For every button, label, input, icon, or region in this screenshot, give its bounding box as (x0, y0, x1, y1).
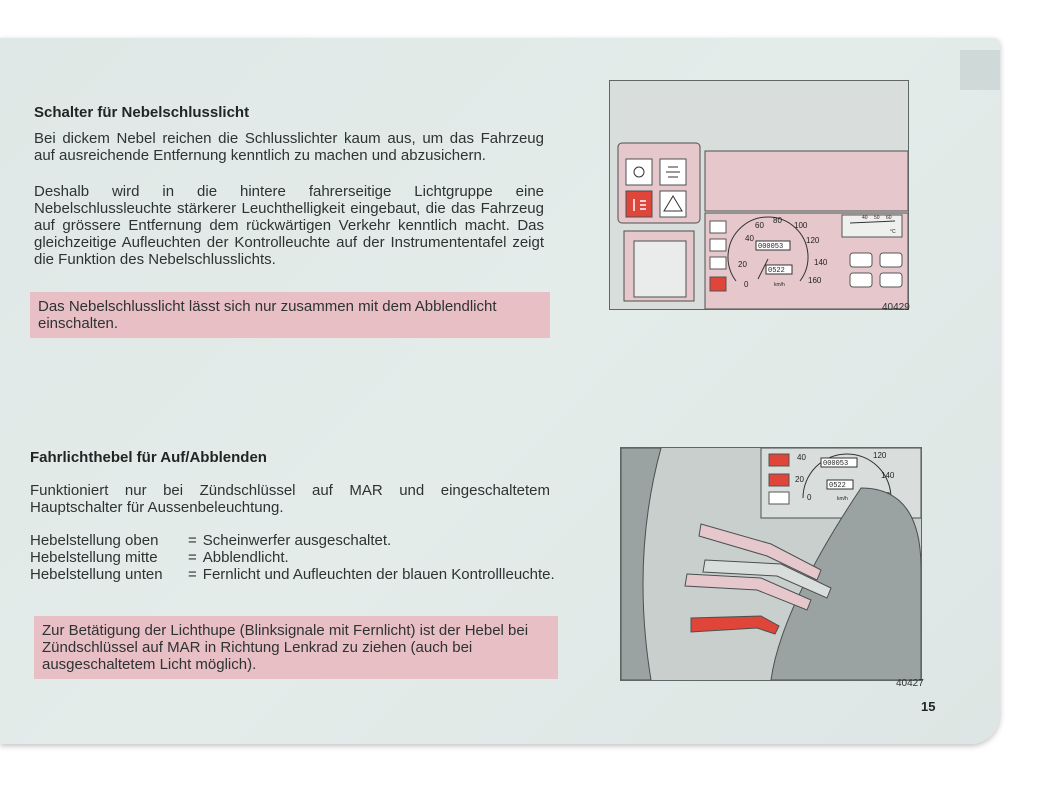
speed-label-0: 0 (744, 280, 749, 289)
trip-display: 0522 (768, 267, 785, 275)
lever-positions-table (30, 532, 555, 583)
section-heading-fog-light: Schalter für Nebelschlusslicht (34, 104, 250, 121)
speed-label-100: 100 (794, 221, 808, 230)
light-switch-icon (626, 159, 652, 185)
lever-position-label: Hebelstellung oben (30, 532, 159, 549)
figure-number-2: 40427 (896, 678, 924, 689)
speed-label-0: 0 (807, 493, 812, 502)
fog-light-switch-icon (626, 191, 652, 217)
lever-position-label: Hebelstellung unten (30, 566, 163, 583)
temp-label-40: 40 (862, 215, 868, 221)
indicator-lamp-icon (769, 454, 789, 466)
speed-unit: km/h (774, 282, 785, 288)
fog-warning-lamp-icon (710, 277, 726, 291)
lever-position-row (30, 566, 555, 583)
speed-label-40: 40 (797, 453, 806, 462)
note-fog-light: Das Nebelschlusslicht lässt sich nur zusammen mit dem Abblendlicht einschalten. (30, 292, 550, 338)
paragraph-fog-intro: Bei dickem Nebel reichen die Schlusslichter kaum aus, um das Fahrzeug auf ausreichende Entfernung kenntlich zu machen und abzusichern. (34, 130, 544, 164)
figure-dashboard-switches (609, 80, 909, 310)
speed-label-40: 40 (745, 234, 754, 243)
note-headlight-flash: Zur Betätigung der Lichthupe (Blinksignale mit Fernlicht) ist der Hebel bei Zündschlüssel auf MAR in Richtung Lenkrad zu ziehen (auch bei ausgeschaltetem Licht möglich). (34, 616, 558, 679)
section-heading-headlight-lever: Fahrlichthebel für Auf/Abblenden (30, 449, 267, 466)
figure-number-1: 40429 (882, 302, 910, 313)
speed-label-20: 20 (795, 475, 804, 484)
equals-sign: = (188, 549, 197, 566)
temp-label-50: 50 (874, 215, 880, 221)
lever-position-label: Hebelstellung mitte (30, 549, 158, 566)
equals-sign: = (188, 532, 197, 549)
hazard-switch-icon (660, 191, 686, 217)
page-number: 15 (921, 699, 936, 714)
speed-label-20: 20 (738, 260, 747, 269)
equals-sign: = (188, 566, 197, 583)
speed-label-160: 160 (808, 276, 822, 285)
trip-display: 0522 (829, 482, 846, 490)
lever-position-row (30, 532, 555, 549)
dashboard-illustration (610, 81, 908, 309)
paragraph-fog-details: Deshalb wird in die hintere fahrerseitige Lichtgruppe eine Nebelschlussleuchte stärkerer Leuchthelligkeit eingebaut, die das Fahrzeug auf grössere Entfernung dem rückwärtigen Verkehr kenntlich macht. Das gleichzeitige Aufleuchten der Kontrolleuchte auf der Instrumententafel zeigt die Funktion des Nebelschlusslichts. (34, 183, 544, 268)
paragraph-lever-intro: Funktioniert nur bei Zündschlüssel auf MAR und eingeschaltetem Hauptschalter für Aussenbeleuchtung. (30, 482, 550, 516)
lever-position-value: Scheinwerfer ausgeschaltet. (202, 532, 392, 549)
speed-unit: km/h (837, 496, 848, 502)
speed-label-120: 120 (873, 451, 887, 460)
indicator-lamp-icon (769, 474, 789, 486)
lever-position-row (30, 549, 555, 566)
lever-position-value: Abblendlicht. (202, 549, 289, 566)
page-fold-corner (960, 50, 1000, 90)
speed-label-140: 140 (881, 471, 895, 480)
temp-label-60: 60 (886, 215, 892, 221)
lever-position-value: Fernlicht und Aufleuchten der blauen Kontrollleuchte. (202, 566, 555, 583)
lever-illustration (621, 448, 921, 680)
temp-unit: °C (890, 229, 896, 235)
speed-label-140: 140 (814, 258, 828, 267)
figure-headlight-lever (620, 447, 922, 681)
speed-label-80: 80 (773, 216, 782, 225)
odometer-display: 000053 (758, 243, 784, 251)
odometer-display: 000053 (823, 460, 849, 468)
speed-label-120: 120 (806, 236, 820, 245)
speed-label-60: 60 (755, 221, 764, 230)
